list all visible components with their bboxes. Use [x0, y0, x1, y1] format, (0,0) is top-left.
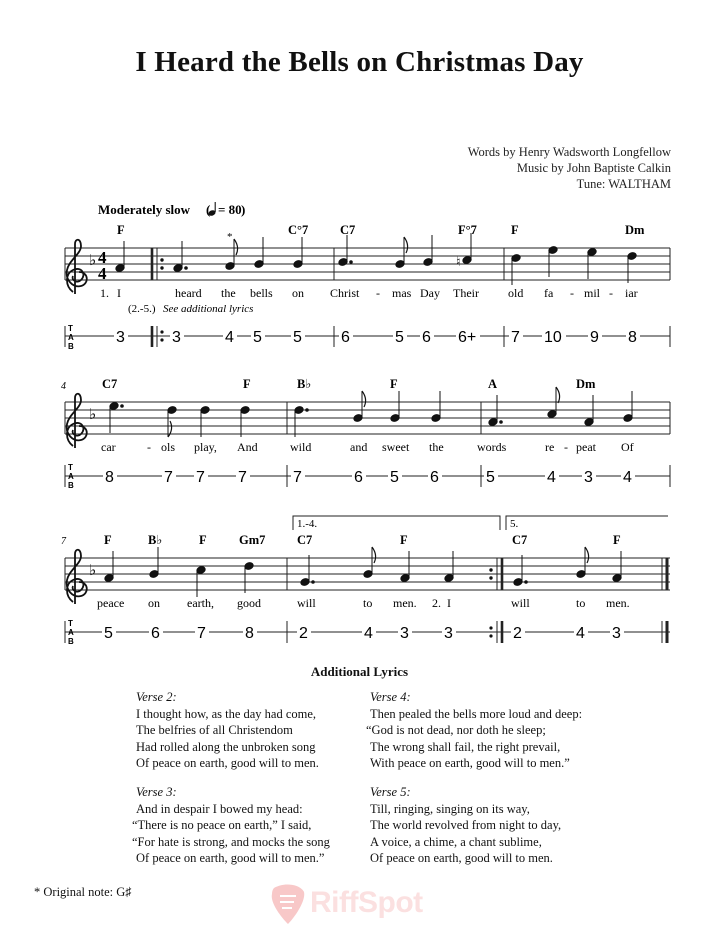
lyric: mas — [392, 286, 412, 300]
verse-line: “God is not dead, nor doth he sleep; — [366, 723, 546, 737]
verse-line: Of peace on earth, good will to men.” — [136, 851, 325, 865]
lyric: wild — [290, 440, 312, 454]
tab-number: 3 — [172, 329, 181, 346]
lyric: earth, — [187, 596, 214, 610]
tab-number: 7 — [197, 625, 206, 642]
chord: F — [613, 533, 621, 547]
tempo-note-icon — [206, 202, 216, 217]
volta-brackets — [293, 516, 668, 530]
lyric: sweet — [382, 440, 410, 454]
lyric: car — [101, 440, 116, 454]
tab-number: 9 — [590, 329, 599, 346]
lyric: - — [609, 286, 613, 300]
footnote-asterisk: * — [227, 231, 233, 243]
system-2 — [61, 377, 670, 490]
lyric: re — [545, 440, 555, 454]
verse-2-block — [136, 689, 319, 772]
verse-line: The world revolved from night to day, — [370, 818, 562, 832]
lyric: on — [148, 596, 160, 610]
tab-number: 6 — [341, 329, 350, 346]
chord: Dm — [625, 223, 645, 237]
lyric: men. — [606, 596, 630, 610]
chord: C7 — [102, 377, 118, 391]
lyric: ols — [161, 440, 176, 454]
verse-line: Then pealed the bells more loud and deep: — [370, 706, 583, 721]
chord: F — [243, 377, 251, 391]
lyric: And — [237, 440, 258, 454]
tab-number: 4 — [623, 469, 632, 486]
verse-number: 1. — [100, 286, 109, 300]
chord: Dm — [576, 377, 596, 391]
tab-number: 8 — [105, 469, 114, 486]
verse-line: The wrong shall fail, the right prevail, — [370, 739, 561, 754]
notes — [109, 387, 633, 437]
tab-number: 8 — [628, 329, 637, 346]
tablature — [65, 324, 670, 351]
tab-number: 2 — [513, 625, 522, 642]
tab-number: 6 — [151, 625, 160, 642]
verse-line: “For hate is strong, and mocks the song — [132, 834, 330, 849]
svg-text:A: A — [68, 472, 74, 481]
lyric: I — [117, 286, 121, 300]
tab-number: 7 — [293, 469, 302, 486]
verse-label: Verse 2: — [136, 690, 177, 704]
lyric: - — [376, 286, 380, 300]
lyric: the — [221, 286, 236, 300]
tab-number: 5 — [395, 329, 404, 346]
chord: C7 — [340, 223, 356, 237]
tab-number: 6 — [354, 469, 363, 486]
svg-text:T: T — [68, 324, 73, 333]
tab-number: 5 — [253, 329, 262, 346]
tab-number: 4 — [547, 469, 556, 486]
verse-label: Verse 3: — [136, 785, 177, 799]
tab-number: 4 — [364, 625, 373, 642]
tab-number: 5 — [104, 625, 113, 642]
alt-verse-number: (2.-5.) — [128, 303, 156, 315]
lyrics — [101, 440, 634, 454]
verse-line: Till, ringing, singing on its way, — [370, 801, 530, 816]
lyric: bells — [250, 286, 273, 300]
lyrics — [100, 286, 638, 315]
chord: A — [488, 377, 498, 391]
lyric: fa — [544, 286, 554, 300]
lyric: mil — [584, 286, 601, 300]
verse-line: Had rolled along the unbroken song — [136, 739, 316, 754]
lyric: peace — [97, 596, 125, 610]
chord: F — [117, 223, 125, 237]
riffspot-logo — [268, 882, 458, 926]
lyric: - — [564, 440, 568, 454]
tab-number: 6 — [430, 469, 439, 486]
tab-number: 8 — [245, 625, 254, 642]
tab-number: 3 — [444, 625, 453, 642]
verse-line: And in despair I bowed my head: — [136, 801, 303, 816]
music-credit: Music by John Baptiste Calkin — [516, 161, 671, 175]
song-title: I Heard the Bells on Christmas Day — [135, 46, 584, 78]
guitar-pick-icon — [268, 882, 308, 926]
svg-text:♮: ♮ — [456, 254, 461, 269]
verse-line: Of peace on earth, good will to men. — [370, 851, 553, 865]
flat-key-signature: ♭ — [89, 253, 97, 269]
verse-label: Verse 4: — [370, 690, 411, 704]
lyric: old — [508, 286, 524, 300]
time-signature — [98, 248, 107, 283]
verse-5-block — [370, 784, 561, 867]
tab-number: 3 — [400, 625, 409, 642]
verse-3-block — [132, 784, 330, 867]
tablature — [65, 463, 670, 490]
svg-text:B: B — [68, 342, 74, 351]
verse-line: With peace on earth, good will to men.” — [370, 756, 570, 770]
words-credit: Words by Henry Wadsworth Longfellow — [467, 145, 671, 159]
tab-number: 6+ — [458, 329, 477, 346]
chord: B♭ — [148, 533, 163, 547]
svg-text:T: T — [68, 619, 73, 628]
tab-number: 3 — [116, 329, 125, 346]
svg-text:A: A — [68, 628, 74, 637]
tab-number: 7 — [238, 469, 247, 486]
lyric: play, — [194, 440, 217, 454]
lyric: the — [429, 440, 444, 454]
svg-text:A: A — [68, 333, 74, 342]
chord: F — [511, 223, 519, 237]
flat-key-signature: ♭ — [89, 563, 97, 579]
lyric: heard — [175, 286, 202, 300]
lyric: words — [477, 440, 507, 454]
svg-text:B: B — [68, 637, 74, 646]
tempo-bpm: = 80 — [218, 202, 242, 217]
measure-number: 7 — [61, 536, 66, 547]
lyric: I — [447, 596, 451, 610]
svg-text:T: T — [68, 463, 73, 472]
tempo-text: Moderately slow — [98, 202, 191, 217]
system-3 — [61, 516, 670, 646]
tab-number: 5 — [486, 469, 495, 486]
chord: F°7 — [458, 223, 477, 237]
verse-label: Verse 5: — [370, 785, 411, 799]
lyric: good — [237, 596, 261, 610]
footnote: * Original note: G♯ — [34, 885, 132, 899]
chord: F — [390, 377, 398, 391]
lyric: to — [576, 596, 586, 610]
chord: B♭ — [297, 377, 312, 391]
verse-line: I thought how, as the day had come, — [136, 706, 317, 721]
logo-text: RiffSpot — [310, 886, 423, 919]
lyric: and — [350, 440, 368, 454]
verse-4-block — [366, 689, 582, 772]
lyric: iar — [625, 286, 638, 300]
tab-number: 7 — [511, 329, 520, 346]
tab-number: 10 — [544, 329, 562, 346]
additional-lyrics-heading: Additional Lyrics — [310, 664, 409, 679]
lyric: Christ — [330, 286, 360, 300]
svg-text:4: 4 — [98, 248, 107, 267]
lyric: - — [570, 286, 574, 300]
lyric: Day — [420, 286, 440, 300]
lyric: will — [297, 596, 316, 610]
tab-number: 7 — [164, 469, 173, 486]
ending-1-label: 1.-4. — [297, 518, 318, 530]
lyric: 2. — [432, 596, 441, 610]
notes — [104, 547, 622, 597]
flat-key-signature: ♭ — [89, 407, 97, 423]
chord: Gm7 — [239, 533, 266, 547]
tab-number: 6 — [422, 329, 431, 346]
lyric: - — [147, 440, 151, 454]
system-1 — [65, 202, 670, 351]
tab-number: 3 — [584, 469, 593, 486]
tune-credit: Tune: WALTHAM — [576, 177, 671, 191]
lyric: Of — [621, 440, 634, 454]
lyric: will — [511, 596, 530, 610]
verse-line: Of peace on earth, good will to men. — [136, 756, 319, 770]
lyric: to — [363, 596, 373, 610]
tab-number: 2 — [299, 625, 308, 642]
tab-number: 4 — [225, 329, 234, 346]
chord: F — [199, 533, 207, 547]
verse-line: “There is no peace on earth,” I said, — [132, 818, 312, 832]
ending-2-label: 5. — [510, 518, 519, 530]
lyric: men. — [393, 596, 417, 610]
tab-number: 3 — [612, 625, 621, 642]
tablature — [65, 619, 670, 646]
notes — [115, 233, 637, 285]
svg-text:B: B — [68, 481, 74, 490]
lyrics — [97, 596, 630, 610]
verse-line: A voice, a chime, a chant sublime, — [370, 834, 542, 849]
svg-text:4: 4 — [98, 264, 107, 283]
lyric: on — [292, 286, 304, 300]
lyric: Their — [453, 286, 479, 300]
tab-number: 5 — [390, 469, 399, 486]
chord: F — [104, 533, 112, 547]
chord: C7 — [297, 533, 313, 547]
chord: C7 — [512, 533, 528, 547]
svg-text:): ) — [241, 202, 246, 217]
chord: F — [400, 533, 408, 547]
tab-number: 4 — [576, 625, 585, 642]
lyric: peat — [576, 440, 596, 454]
chord: C°7 — [288, 223, 309, 237]
verse-line: The belfries of all Christendom — [136, 723, 293, 737]
alt-verse-note: See additional lyrics — [163, 303, 254, 315]
svg-text:(: ( — [206, 202, 211, 217]
measure-number: 4 — [61, 381, 66, 392]
tab-number: 7 — [196, 469, 205, 486]
tab-number: 5 — [293, 329, 302, 346]
